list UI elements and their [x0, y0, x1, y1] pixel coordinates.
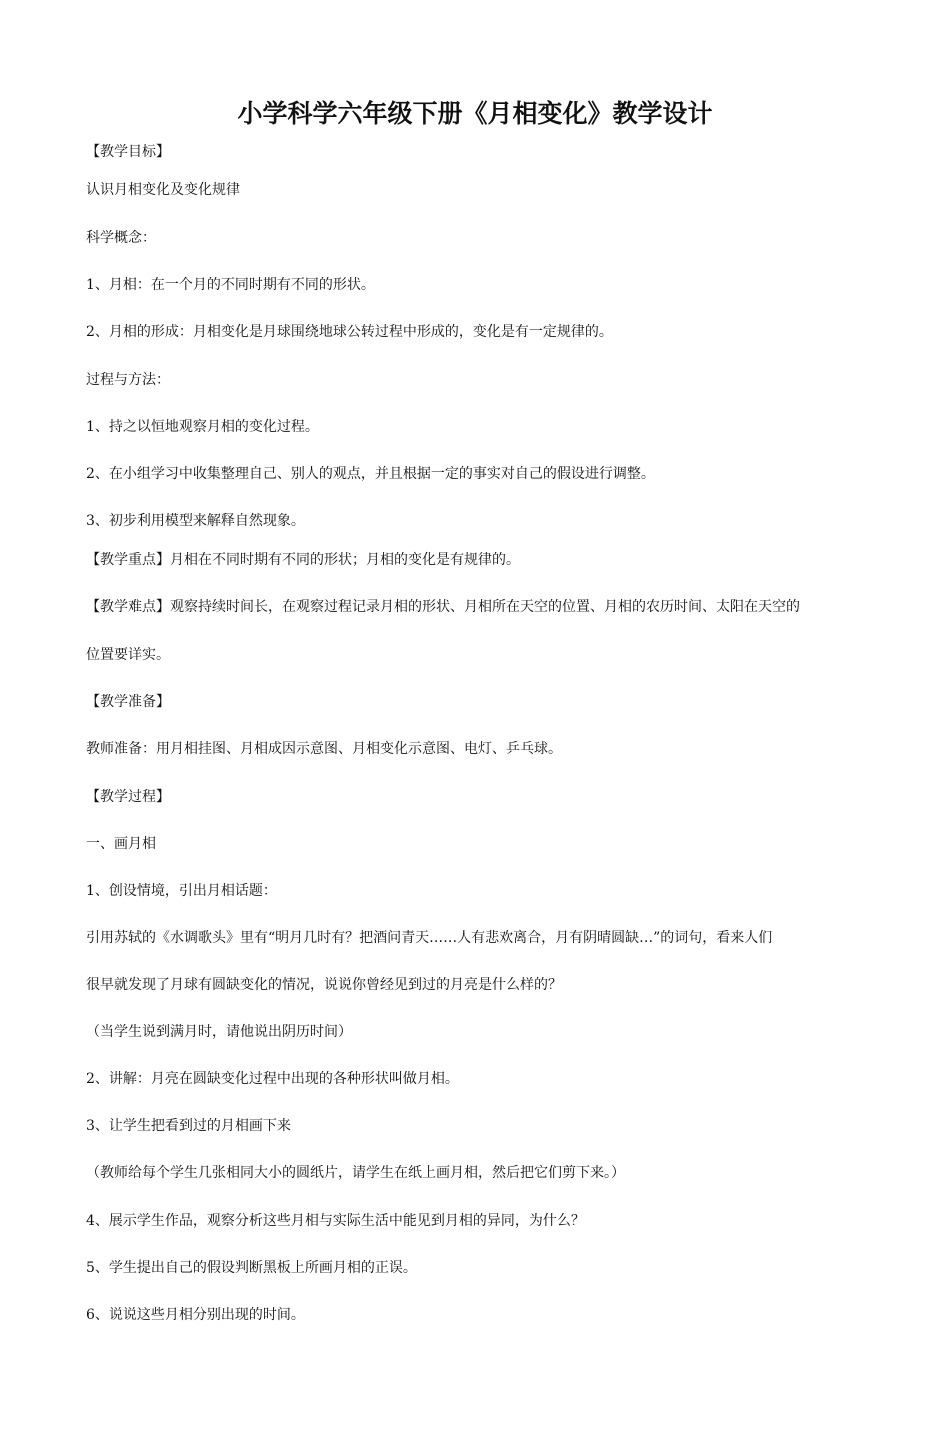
text-line: 3、让学生把看到过的月相画下来	[86, 1118, 291, 1134]
text-line: （教师给每个学生几张相同大小的圆纸片，请学生在纸上画月相，然后把它们剪下来。）	[86, 1165, 625, 1181]
text-line: 6、说说这些月相分别出现的时间。	[86, 1307, 305, 1323]
text-line: 科学概念：	[86, 230, 156, 246]
text-line: 很早就发现了月球有圆缺变化的情况，说说你曾经见到过的月亮是什么样的？	[86, 977, 562, 993]
text-line: 过程与方法：	[86, 372, 170, 388]
text-line: 认识月相变化及变化规律	[86, 182, 240, 198]
text-line: 引用苏轼的《水调歌头》里有“明月几时有？把酒问青天……人有悲欢离合，月有阴晴圆缺…”的词句，看来人们	[86, 930, 773, 946]
text-line: 教师准备：用月相挂图、月相成因示意图、月相变化示意图、电灯、乒乓球。	[86, 741, 562, 757]
heading-teaching-preparation: 【教学准备】	[86, 694, 170, 710]
text-line: 3、初步利用模型来解释自然现象。	[86, 513, 305, 529]
document-title: 小学科学六年级下册《月相变化》教学设计	[237, 99, 713, 128]
text-line: （当学生说到满月时，请他说出阴历时间）	[86, 1024, 352, 1040]
text-line: 一、画月相	[86, 836, 156, 852]
text-line: 1、月相：在一个月的不同时期有不同的形状。	[86, 277, 375, 293]
text-line: 5、学生提出自己的假设判断黑板上所画月相的正误。	[86, 1260, 417, 1276]
text-line: 【教学重点】月相在不同时期有不同的形状；月相的变化是有规律的。	[86, 552, 520, 568]
heading-teaching-goals: 【教学目标】	[86, 144, 170, 160]
text-line: 2、在小组学习中收集整理自己、别人的观点，并且根据一定的事实对自己的假设进行调整。	[86, 466, 655, 482]
text-line: 1、持之以恒地观察月相的变化过程。	[86, 419, 319, 435]
text-line: 4、展示学生作品，观察分析这些月相与实际生活中能见到月相的异同，为什么？	[86, 1213, 585, 1229]
text-line: 2、月相的形成：月相变化是月球围绕地球公转过程中形成的，变化是有一定规律的。	[86, 324, 613, 340]
text-line: 【教学难点】观察持续时间长，在观察过程记录月相的形状、月相所在天空的位置、月相的农历时间、太阳在天空的	[86, 599, 800, 615]
text-line: 2、讲解：月亮在圆缺变化过程中出现的各种形状叫做月相。	[86, 1071, 459, 1087]
heading-teaching-process: 【教学过程】	[86, 789, 170, 805]
text-line: 位置要详实。	[86, 647, 170, 663]
text-line: 1、创设情境，引出月相话题：	[86, 883, 277, 899]
